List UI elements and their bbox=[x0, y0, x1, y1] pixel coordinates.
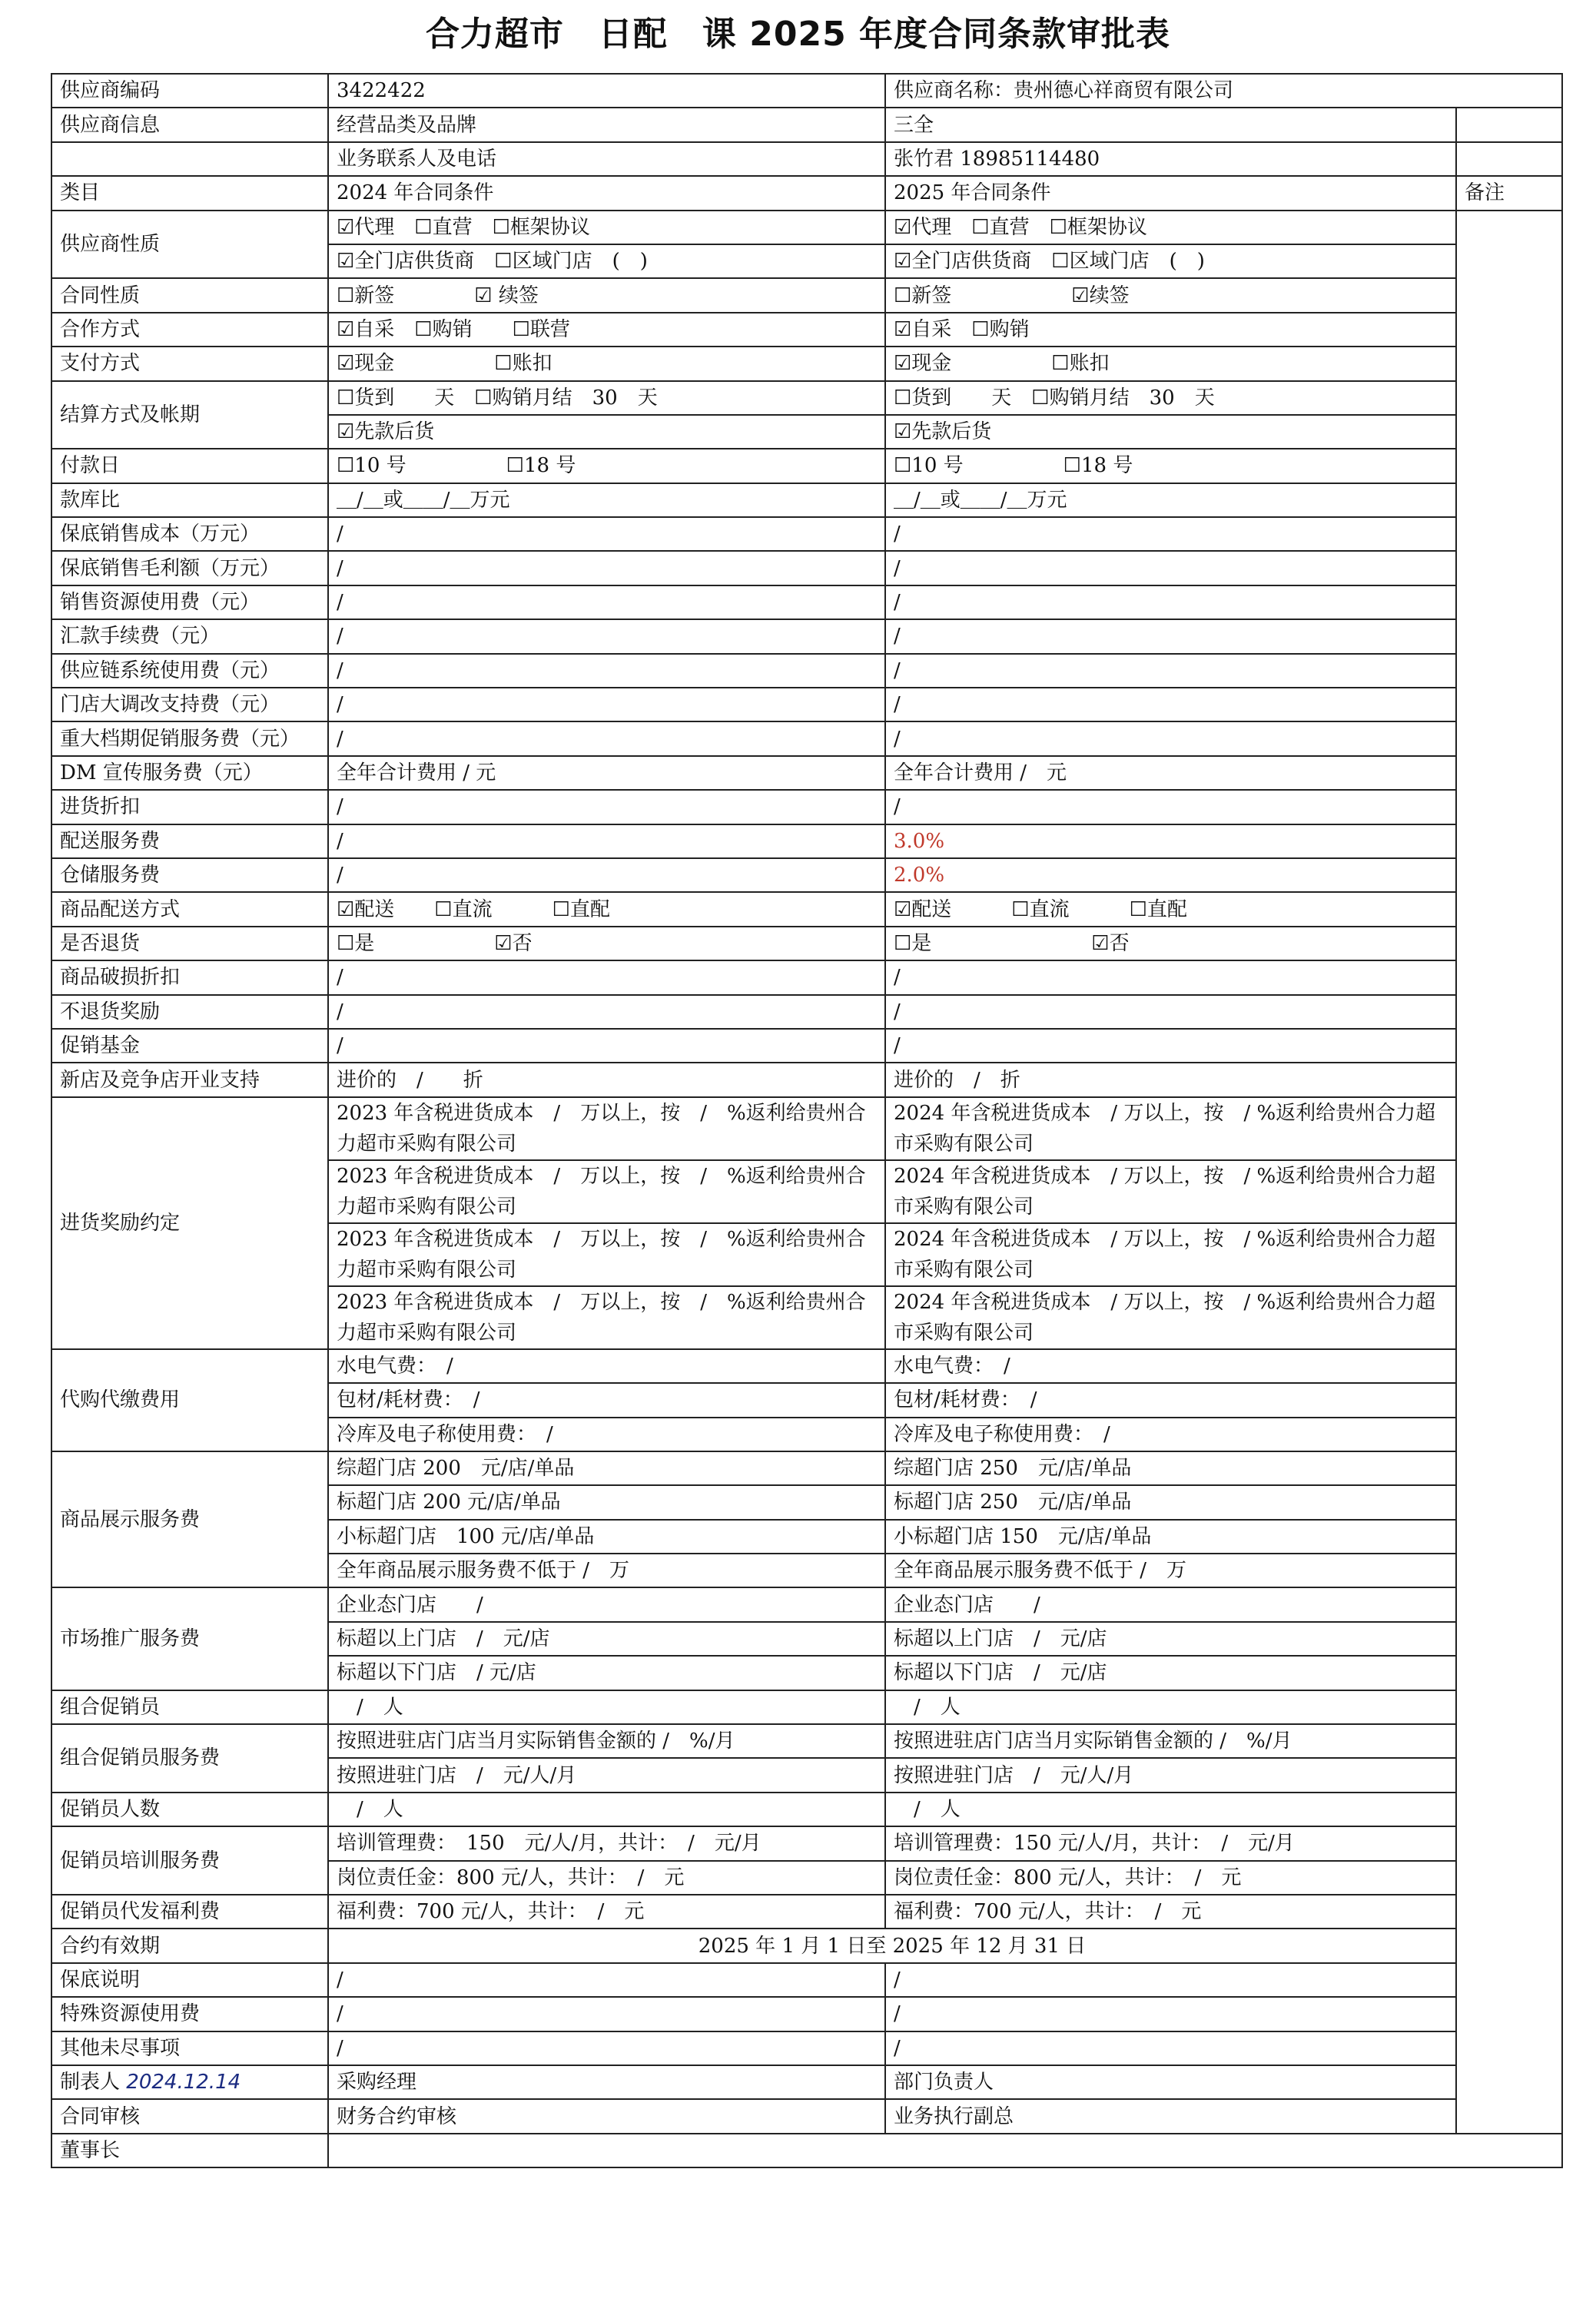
cell: 岗位责任金：800 元/人，共计： / 元 bbox=[328, 1861, 885, 1895]
cell: 部门负责人 bbox=[885, 2065, 1456, 2099]
cell: 商品破损折扣 bbox=[51, 960, 328, 994]
cell: / bbox=[885, 619, 1456, 653]
cell: ☑代理 ☐直营 ☐框架协议 bbox=[328, 211, 885, 244]
cell: 标超以上门店 / 元/店 bbox=[328, 1622, 885, 1656]
cell: 2.0% bbox=[885, 858, 1456, 892]
table-row bbox=[51, 1029, 1562, 1063]
cell: / bbox=[328, 995, 885, 1029]
cell: / 人 bbox=[885, 1690, 1456, 1724]
table-row bbox=[51, 1724, 1562, 1758]
cell: 采购经理 bbox=[328, 2065, 885, 2099]
cell: 备注 bbox=[1456, 176, 1562, 210]
cell: 标超以下门店 / 元/店 bbox=[885, 1656, 1456, 1690]
cell: ☑自采 ☐购销 ☐联营 bbox=[328, 313, 885, 347]
cell: 岗位责任金：800 元/人，共计： / 元 bbox=[885, 1861, 1456, 1895]
cell: 小标超门店 150 元/店/单品 bbox=[885, 1520, 1456, 1554]
cell: / bbox=[328, 824, 885, 858]
table-row bbox=[51, 278, 1562, 312]
cell: ☑先款后货 bbox=[328, 415, 885, 449]
cell: / bbox=[885, 1963, 1456, 1997]
cell: ＿/＿或＿＿/＿万元 bbox=[885, 483, 1456, 517]
cell: 商品配送方式 bbox=[51, 892, 328, 926]
table-row bbox=[51, 381, 1562, 415]
cell: ☑现金 ☐账扣 bbox=[328, 347, 885, 380]
label: 制表人 bbox=[60, 2071, 121, 2094]
table-row bbox=[51, 1895, 1562, 1929]
cell: / bbox=[885, 995, 1456, 1029]
cell: 经营品类及品牌 bbox=[328, 108, 885, 141]
table-row bbox=[51, 688, 1562, 721]
table-row bbox=[51, 2134, 1562, 2167]
cell: 标超以下门店 / 元/店 bbox=[328, 1656, 885, 1690]
cell: / bbox=[885, 517, 1456, 551]
cell: 2025 年 1 月 1 日至 2025 年 12 月 31 日 bbox=[328, 1929, 1456, 1962]
cell: / 人 bbox=[885, 1793, 1456, 1826]
cell: / bbox=[328, 1963, 885, 1997]
table-row bbox=[51, 142, 1562, 176]
cell: 供应商信息 bbox=[51, 108, 328, 141]
cell: / bbox=[885, 960, 1456, 994]
cell: 促销员培训服务费 bbox=[51, 1826, 328, 1895]
cell: 供应链系统使用费（元） bbox=[51, 654, 328, 688]
table-row bbox=[51, 995, 1562, 1029]
cell: 企业态门店 / bbox=[885, 1587, 1456, 1621]
cell: 3.0% bbox=[885, 824, 1456, 858]
cell: 保底说明 bbox=[51, 1963, 328, 1997]
table-row bbox=[51, 1690, 1562, 1724]
cell: DM 宣传服务费（元） bbox=[51, 756, 328, 790]
cell: / bbox=[328, 858, 885, 892]
cell: 按照进驻门店 / 元/人/月 bbox=[328, 1758, 885, 1792]
cell: / 人 bbox=[328, 1690, 885, 1724]
cell: 张竹君 18985114480 bbox=[885, 142, 1456, 176]
cell: 董事长 bbox=[51, 2134, 328, 2167]
cell bbox=[51, 142, 328, 176]
approval-table bbox=[51, 73, 1563, 2168]
cell: 特殊资源使用费 bbox=[51, 1997, 328, 2031]
cell: 包材/耗材费： / bbox=[328, 1383, 885, 1417]
cell: ☐10 号 ☐18 号 bbox=[328, 449, 885, 483]
cell: 促销基金 bbox=[51, 1029, 328, 1063]
cell: 重大档期促销服务费（元） bbox=[51, 721, 328, 755]
table-row bbox=[51, 2099, 1562, 2133]
cell: / bbox=[885, 654, 1456, 688]
cell: / 人 bbox=[328, 1793, 885, 1826]
cell: / bbox=[885, 585, 1456, 619]
table-row bbox=[51, 1349, 1562, 1383]
table-row bbox=[51, 347, 1562, 380]
cell: 福利费：700 元/人，共计： / 元 bbox=[328, 1895, 885, 1929]
cell: ☑配送 ☐直流 ☐直配 bbox=[885, 892, 1456, 926]
cell: 组合促销员服务费 bbox=[51, 1724, 328, 1793]
table-row bbox=[51, 108, 1562, 141]
cell: 2024 年合同条件 bbox=[328, 176, 885, 210]
cell bbox=[1456, 142, 1562, 176]
cell: ☑全门店供货商 ☐区域门店 ( ) bbox=[328, 244, 885, 278]
cell: 进价的 / 折 bbox=[885, 1063, 1456, 1096]
cell: 业务执行副总 bbox=[885, 2099, 1456, 2133]
cell: 全年合计费用 / 元 bbox=[328, 756, 885, 790]
cell: / bbox=[328, 551, 885, 585]
cell: 2023 年含税进货成本 / 万以上，按 / %返利给贵州合力超市采购有限公司 bbox=[328, 1160, 885, 1223]
cell: 2023 年含税进货成本 / 万以上，按 / %返利给贵州合力超市采购有限公司 bbox=[328, 1223, 885, 1286]
cell: 冷库及电子称使用费： / bbox=[328, 1418, 885, 1451]
cell: 门店大调改支持费（元） bbox=[51, 688, 328, 721]
cell: 支付方式 bbox=[51, 347, 328, 380]
cell: 仓储服务费 bbox=[51, 858, 328, 892]
table-row bbox=[51, 1063, 1562, 1096]
table-row bbox=[51, 1793, 1562, 1826]
table-row bbox=[51, 1587, 1562, 1621]
cell: ☐货到 天 ☐购销月结 30 天 bbox=[328, 381, 885, 415]
table-row bbox=[51, 721, 1562, 755]
cell: ☐是 ☑否 bbox=[885, 927, 1456, 960]
table-row bbox=[51, 1451, 1562, 1485]
cell: / bbox=[328, 517, 885, 551]
cell: 付款日 bbox=[51, 449, 328, 483]
cell: 2025 年合同条件 bbox=[885, 176, 1456, 210]
cell: ☐10 号 ☐18 号 bbox=[885, 449, 1456, 483]
cell: 2024 年含税进货成本 / 万以上，按 / %返利给贵州合力超市采购有限公司 bbox=[885, 1286, 1456, 1349]
cell: / bbox=[885, 2031, 1456, 2065]
handwritten-date: 2024.12.14 bbox=[126, 2071, 241, 2094]
cell: / bbox=[885, 721, 1456, 755]
cell bbox=[51, 2065, 328, 2099]
cell: 水电气费： / bbox=[885, 1349, 1456, 1383]
cell: / bbox=[328, 654, 885, 688]
table-row bbox=[51, 960, 1562, 994]
cell: 水电气费： / bbox=[328, 1349, 885, 1383]
cell bbox=[1456, 108, 1562, 141]
cell bbox=[328, 2134, 1562, 2167]
cell: / bbox=[885, 551, 1456, 585]
cell: 培训管理费：150 元/人/月，共计： / 元/月 bbox=[885, 1826, 1456, 1860]
cell: 供应商性质 bbox=[51, 211, 328, 279]
cell: 合作方式 bbox=[51, 313, 328, 347]
cell: 综超门店 200 元/店/单品 bbox=[328, 1451, 885, 1485]
cell: 不退货奖励 bbox=[51, 995, 328, 1029]
cell: / bbox=[885, 1997, 1456, 2031]
cell: 进货奖励约定 bbox=[51, 1097, 328, 1349]
cell: 其他未尽事项 bbox=[51, 2031, 328, 2065]
cell: 促销员人数 bbox=[51, 1793, 328, 1826]
cell: 保底销售毛利额（万元） bbox=[51, 551, 328, 585]
cell: 进价的 / 折 bbox=[328, 1063, 885, 1096]
table-row bbox=[51, 654, 1562, 688]
cell: 销售资源使用费（元） bbox=[51, 585, 328, 619]
cell: ☑自采 ☐购销 bbox=[885, 313, 1456, 347]
cell: ☐新签 ☑续签 bbox=[885, 278, 1456, 312]
cell bbox=[885, 74, 1562, 108]
cell: 业务联系人及电话 bbox=[328, 142, 885, 176]
cell: 配送服务费 bbox=[51, 824, 328, 858]
cell: 综超门店 250 元/店/单品 bbox=[885, 1451, 1456, 1485]
cell: 标超以上门店 / 元/店 bbox=[885, 1622, 1456, 1656]
cell: 按照进驻门店 / 元/人/月 bbox=[885, 1758, 1456, 1792]
cell: 冷库及电子称使用费： / bbox=[885, 1418, 1456, 1451]
cell: / bbox=[328, 790, 885, 824]
cell: 包材/耗材费： / bbox=[885, 1383, 1456, 1417]
table-row bbox=[51, 858, 1562, 892]
cell: 全年商品展示服务费不低于 / 万 bbox=[328, 1554, 885, 1587]
cell: / bbox=[328, 1997, 885, 2031]
cell: ☐新签 ☑ 续签 bbox=[328, 278, 885, 312]
cell: 供应商编码 bbox=[51, 74, 328, 108]
table-row bbox=[51, 551, 1562, 585]
cell: 企业态门店 / bbox=[328, 1587, 885, 1621]
cell: / bbox=[328, 688, 885, 721]
cell: 促销员代发福利费 bbox=[51, 1895, 328, 1929]
cell: / bbox=[328, 960, 885, 994]
cell: 类目 bbox=[51, 176, 328, 210]
cell: 合同性质 bbox=[51, 278, 328, 312]
cell: 培训管理费： 150 元/人/月，共计： / 元/月 bbox=[328, 1826, 885, 1860]
table-row bbox=[51, 619, 1562, 653]
table-row bbox=[51, 1929, 1562, 1962]
cell: ＿/＿或＿＿/＿万元 bbox=[328, 483, 885, 517]
cell: / bbox=[885, 688, 1456, 721]
cell: 代购代缴费用 bbox=[51, 1349, 328, 1451]
cell: 是否退货 bbox=[51, 927, 328, 960]
cell: 3422422 bbox=[328, 74, 885, 108]
cell: / bbox=[328, 1029, 885, 1063]
table-row bbox=[51, 176, 1562, 210]
cell: ☑全门店供货商 ☐区域门店 ( ) bbox=[885, 244, 1456, 278]
table-row bbox=[51, 1963, 1562, 1997]
cell: ☑配送 ☐直流 ☐直配 bbox=[328, 892, 885, 926]
table-row bbox=[51, 1997, 1562, 2031]
cell: ☐是 ☑否 bbox=[328, 927, 885, 960]
cell: / bbox=[885, 790, 1456, 824]
table-row bbox=[51, 927, 1562, 960]
table-row bbox=[51, 74, 1562, 108]
page-title: 合力超市 日配 课 2025 年度合同条款审批表 bbox=[425, 15, 1171, 54]
cell: 款库比 bbox=[51, 483, 328, 517]
table-row bbox=[51, 313, 1562, 347]
table-row bbox=[51, 483, 1562, 517]
table-row bbox=[51, 2065, 1562, 2099]
cell: 组合促销员 bbox=[51, 1690, 328, 1724]
cell: 汇款手续费（元） bbox=[51, 619, 328, 653]
table-row bbox=[51, 892, 1562, 926]
remarks-column bbox=[1456, 211, 1562, 2134]
cell: 合约有效期 bbox=[51, 1929, 328, 1962]
cell: ☑代理 ☐直营 ☐框架协议 bbox=[885, 211, 1456, 244]
cell: / bbox=[328, 721, 885, 755]
cell: 标超门店 250 元/店/单品 bbox=[885, 1485, 1456, 1519]
table-row bbox=[51, 585, 1562, 619]
cell: 全年合计费用 / 元 bbox=[885, 756, 1456, 790]
cell: 财务合约审核 bbox=[328, 2099, 885, 2133]
table-row bbox=[51, 449, 1562, 483]
cell: 全年商品展示服务费不低于 / 万 bbox=[885, 1554, 1456, 1587]
cell: ☑先款后货 bbox=[885, 415, 1456, 449]
cell: 2023 年含税进货成本 / 万以上，按 / %返利给贵州合力超市采购有限公司 bbox=[328, 1286, 885, 1349]
table-row bbox=[51, 756, 1562, 790]
cell: ☐货到 天 ☐购销月结 30 天 bbox=[885, 381, 1456, 415]
cell: / bbox=[328, 619, 885, 653]
cell: 合同审核 bbox=[51, 2099, 328, 2133]
table-row bbox=[51, 790, 1562, 824]
table-row bbox=[51, 824, 1562, 858]
cell: ☑现金 ☐账扣 bbox=[885, 347, 1456, 380]
cell: / bbox=[328, 585, 885, 619]
cell: 小标超门店 100 元/店/单品 bbox=[328, 1520, 885, 1554]
cell: 按照进驻店门店当月实际销售金额的 / %/月 bbox=[885, 1724, 1456, 1758]
table-row bbox=[51, 1826, 1562, 1860]
cell: 标超门店 200 元/店/单品 bbox=[328, 1485, 885, 1519]
cell: 新店及竞争店开业支持 bbox=[51, 1063, 328, 1096]
label: 供应商名称： bbox=[894, 79, 1014, 103]
cell: / bbox=[885, 1029, 1456, 1063]
cell: 福利费：700 元/人，共计： / 元 bbox=[885, 1895, 1456, 1929]
cell: 2023 年含税进货成本 / 万以上，按 / %返利给贵州合力超市采购有限公司 bbox=[328, 1097, 885, 1160]
cell: 商品展示服务费 bbox=[51, 1451, 328, 1588]
cell: 结算方式及帐期 bbox=[51, 381, 328, 449]
cell: 保底销售成本（万元） bbox=[51, 517, 328, 551]
cell: 按照进驻店门店当月实际销售金额的 / %/月 bbox=[328, 1724, 885, 1758]
cell: 三全 bbox=[885, 108, 1456, 141]
table-row bbox=[51, 517, 1562, 551]
cell: 2024 年含税进货成本 / 万以上，按 / %返利给贵州合力超市采购有限公司 bbox=[885, 1160, 1456, 1223]
cell: 2024 年含税进货成本 / 万以上，按 / %返利给贵州合力超市采购有限公司 bbox=[885, 1097, 1456, 1160]
cell: 2024 年含税进货成本 / 万以上，按 / %返利给贵州合力超市采购有限公司 bbox=[885, 1223, 1456, 1286]
cell: 进货折扣 bbox=[51, 790, 328, 824]
table-row bbox=[51, 2031, 1562, 2065]
table-row bbox=[51, 211, 1562, 244]
cell: / bbox=[328, 2031, 885, 2065]
cell: 市场推广服务费 bbox=[51, 1587, 328, 1690]
supplier-name: 贵州德心祥商贸有限公司 bbox=[1014, 79, 1234, 103]
